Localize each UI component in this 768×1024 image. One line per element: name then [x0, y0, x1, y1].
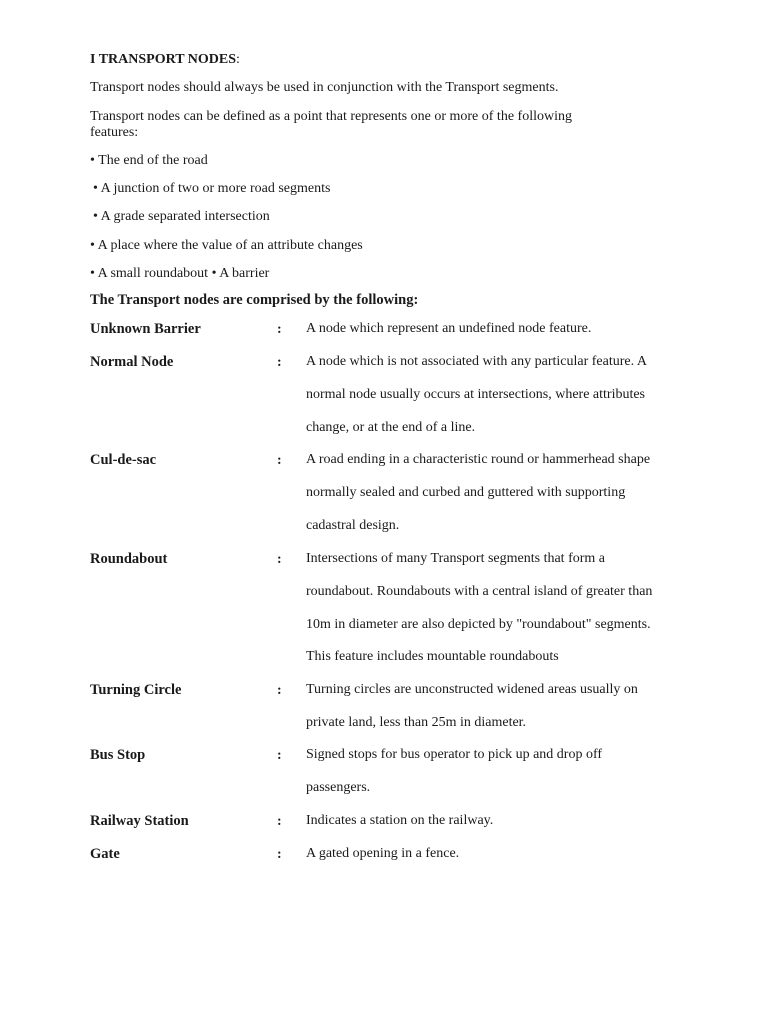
intro-paragraph-2-line-1: Transport nodes can be defined as a point that represents one or more of the following [90, 109, 572, 124]
definition-term: Gate [90, 846, 120, 862]
definition-term: Normal Node [90, 354, 174, 370]
intro-paragraph-2-line-2: features: [90, 125, 139, 140]
definition-text: private land, less than 25m in diameter. [306, 715, 527, 730]
definition-colon: : [277, 683, 282, 698]
definition-text: cadastral design. [306, 518, 400, 533]
definition-text: 10m in diameter are also depicted by "roundabout" segments. [306, 617, 651, 632]
definition-text: Intersections of many Transport segments that form a [306, 551, 606, 566]
bullet-item: • A grade separated intersection [93, 209, 270, 224]
definition-text: A road ending in a characteristic round or hammerhead shape [306, 452, 651, 467]
section-heading [90, 51, 240, 68]
definition-term: Roundabout [90, 551, 168, 567]
definition-term: Bus Stop [90, 747, 146, 763]
definition-text: passengers. [306, 780, 371, 795]
definition-text: normally sealed and curbed and guttered with supporting [306, 485, 626, 500]
definition-colon: : [277, 322, 282, 337]
definition-colon: : [277, 814, 282, 829]
definition-text: Turning circles are unconstructed widened areas usually on [306, 682, 638, 697]
bullet-item: • A place where the value of an attribute changes [90, 238, 363, 253]
definition-text: change, or at the end of a line. [306, 420, 476, 435]
definition-term: Unknown Barrier [90, 321, 201, 337]
definition-colon: : [277, 748, 282, 763]
definition-text: A node which represent an undefined node feature. [306, 321, 592, 336]
section-heading-title: I TRANSPORT NODES [90, 52, 237, 67]
bullet-item: • A junction of two or more road segments [93, 181, 331, 196]
definitions-subheading: The Transport nodes are comprised by the following: [90, 292, 419, 308]
definition-colon: : [277, 552, 282, 567]
definition-colon: : [277, 453, 282, 468]
definition-colon: : [277, 847, 282, 862]
definition-colon: : [277, 355, 282, 370]
intro-paragraph-1: Transport nodes should always be used in conjunction with the Transport segments. [90, 80, 559, 95]
definition-term: Turning Circle [90, 682, 182, 698]
definition-text: Indicates a station on the railway. [306, 813, 494, 828]
definition-term: Cul-de-sac [90, 452, 157, 468]
definition-term: Railway Station [90, 813, 189, 829]
bullet-item: • The end of the road [90, 153, 208, 168]
section-heading-colon: : [236, 52, 240, 67]
definition-text: A node which is not associated with any particular feature. A [306, 354, 647, 369]
definition-text: This feature includes mountable roundabouts [306, 649, 559, 664]
definition-text: normal node usually occurs at intersections, where attributes [306, 387, 646, 402]
definition-text: roundabout. Roundabouts with a central island of greater than [306, 584, 653, 599]
bullet-item: • A small roundabout • A barrier [90, 266, 270, 281]
definition-text: A gated opening in a fence. [306, 846, 460, 861]
definition-text: Signed stops for bus operator to pick up and drop off [306, 747, 603, 762]
